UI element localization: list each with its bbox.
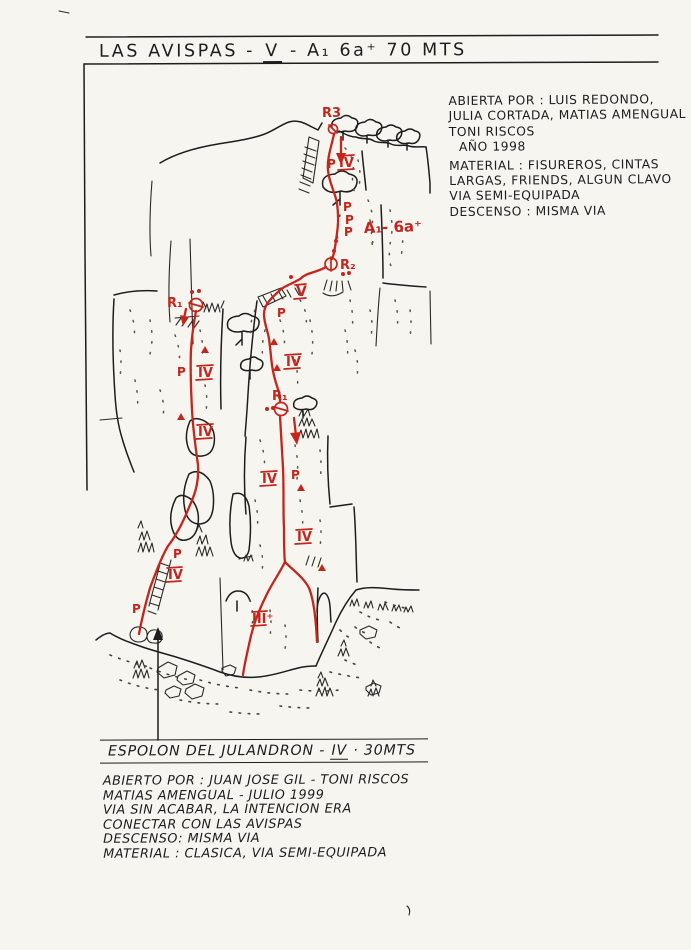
rock-linework: [96, 116, 431, 741]
grade-label: IV: [339, 156, 354, 171]
scan-mark: [59, 11, 69, 13]
espolon-line: DESCENSO: MISMA VIA: [103, 830, 261, 847]
pillar-left-edge: [113, 299, 134, 472]
belay-label-r2: R₂: [340, 258, 356, 273]
talus-ground-line: [96, 633, 316, 677]
grade-label: IV: [198, 366, 213, 381]
route-overlay: [132, 106, 422, 675]
scree-rocks: [360, 626, 381, 695]
grade-label: IV: [198, 425, 213, 440]
slope-scree-dots: [340, 602, 406, 666]
espolon-line: ABIERTO POR : JUAN JOSE GIL - TONI RISCOS: [102, 772, 410, 789]
info-line: DESCENSO : MISMA VIA: [449, 203, 607, 219]
belay-label-r1-avispas: R₁: [272, 389, 288, 404]
boulder-outline: [230, 493, 251, 558]
piton-label: P: [345, 213, 354, 227]
bolt-dots: [190, 239, 351, 411]
tree-icon: [241, 357, 263, 379]
route-info-block: [448, 92, 687, 220]
page-title: [99, 40, 467, 62]
route-avispas-pitch1: [280, 416, 285, 562]
scree-rocks: [157, 662, 236, 699]
pillar-edge: [245, 437, 247, 514]
pillar-top-ledge: [114, 291, 157, 295]
espolon-info-block: [103, 773, 410, 862]
info-line: ABIERTA POR : LUIS REDONDO,: [448, 92, 655, 109]
bush-icon: [133, 660, 149, 678]
grade-label: IV: [168, 568, 183, 583]
bush-icon: [316, 672, 333, 696]
route-avispas-pitch2: [264, 267, 326, 402]
pinnacle-outline: [317, 593, 331, 622]
gully-wall: [220, 578, 223, 670]
grade-label: IV: [262, 472, 277, 487]
espolon-line: VIA SIN ACABAR, LA INTENCION ERA: [102, 801, 352, 818]
espolon-title-pre: ESPOLON DEL JULANDRON -: [107, 742, 326, 760]
bush-icon: [138, 521, 154, 552]
info-line: LARGAS, FRIENDS, ALGUN CLAVO: [449, 172, 672, 189]
belay-label-r3: R3: [322, 106, 342, 121]
piton-label: P: [344, 225, 353, 239]
title-roman-numeral: V: [263, 41, 282, 63]
tree-icon: [323, 171, 358, 205]
title-post: - A₁ 6a⁺ 70 MTS: [289, 40, 467, 61]
block-edge: [376, 288, 380, 346]
espolon-line: MATERIAL : CLASICA, VIA SEMI-EQUIPADA: [103, 844, 388, 862]
route-espolon-line: [139, 311, 198, 634]
info-line: MATERIAL : FISUREROS, CINTAS: [449, 156, 660, 173]
title-pre: LAS AVISPAS -: [98, 41, 256, 62]
bush-icon: [203, 301, 224, 312]
title-rule-bottom: [84, 62, 658, 64]
cliff-right-edge: [426, 147, 430, 193]
cliff-top-right-outline: [339, 131, 426, 147]
crack-line: [150, 181, 152, 256]
scan-mark: [407, 906, 410, 915]
chimney-line: [221, 309, 223, 409]
bush-icon: [196, 525, 213, 556]
title-rule-top: [86, 35, 658, 37]
ledge-dash: [100, 418, 122, 420]
belay-r1-avispas: [274, 403, 288, 416]
grass-tufts: [350, 599, 413, 612]
hatch-strokes: [306, 556, 321, 567]
info-line: VIA SEMI-EQUIPADA: [449, 188, 581, 204]
belay-r3: [329, 125, 338, 134]
grade-serif-bars: [166, 155, 354, 626]
piton-label: P: [177, 365, 186, 379]
route-branch-right: [285, 562, 317, 642]
belay-r2: [325, 257, 337, 271]
espolon-roman-numeral: IV: [331, 742, 347, 759]
piton-label: P: [327, 157, 336, 171]
info-line: JULIA CORTADA, MATIAS AMENGUAL: [448, 107, 687, 124]
belay-r1-espolon: [189, 299, 203, 312]
grade-label-iii-plus: III⁺: [252, 612, 274, 627]
cliff-top-outline: [160, 121, 322, 163]
piton-label: P: [173, 547, 182, 561]
left-border-line: [84, 64, 87, 490]
hatch-strokes: [299, 147, 316, 193]
espolon-line: MATIAS AMENGUAL - JULIO 1999: [102, 787, 325, 804]
pillar-edge: [328, 436, 330, 504]
aid-grade-label: A₁- 6a⁺: [363, 216, 423, 237]
grade-label: V: [296, 284, 307, 300]
rappel-arrow-r1-avispas: [290, 418, 301, 445]
pillar-step-edge: [330, 504, 357, 582]
block-edge: [362, 151, 366, 190]
info-line: AÑO 1998: [458, 139, 526, 155]
espolon-line: CONECTAR CON LAS AVISPAS: [102, 816, 303, 833]
block-edge: [381, 205, 383, 278]
espolon-title-post: · 30MTS: [353, 742, 416, 759]
bush-icon: [298, 409, 319, 438]
hatch-strokes: [148, 563, 169, 614]
umbrella-tree-icon: [226, 591, 250, 611]
belay-label-r1-espolon: R₁: [167, 296, 183, 311]
ledge-line: [383, 283, 426, 287]
grade-label: IV: [297, 530, 312, 545]
block-edge: [430, 291, 431, 344]
info-line: TONI RISCOS: [448, 124, 535, 139]
piton-label: P: [277, 306, 286, 320]
grade-label: IV: [286, 355, 301, 370]
piton-label: P: [291, 468, 300, 482]
piton-label: P: [343, 200, 352, 214]
hatched-chimney: [303, 137, 319, 183]
talus-scree-dots: [110, 655, 362, 714]
rappel-arrow-r1-espolon: [180, 309, 189, 326]
hatch-strokes: [324, 280, 351, 291]
hatch-base: [323, 292, 343, 296]
piton-label: P: [132, 602, 141, 616]
espolon-title: [100, 738, 428, 763]
